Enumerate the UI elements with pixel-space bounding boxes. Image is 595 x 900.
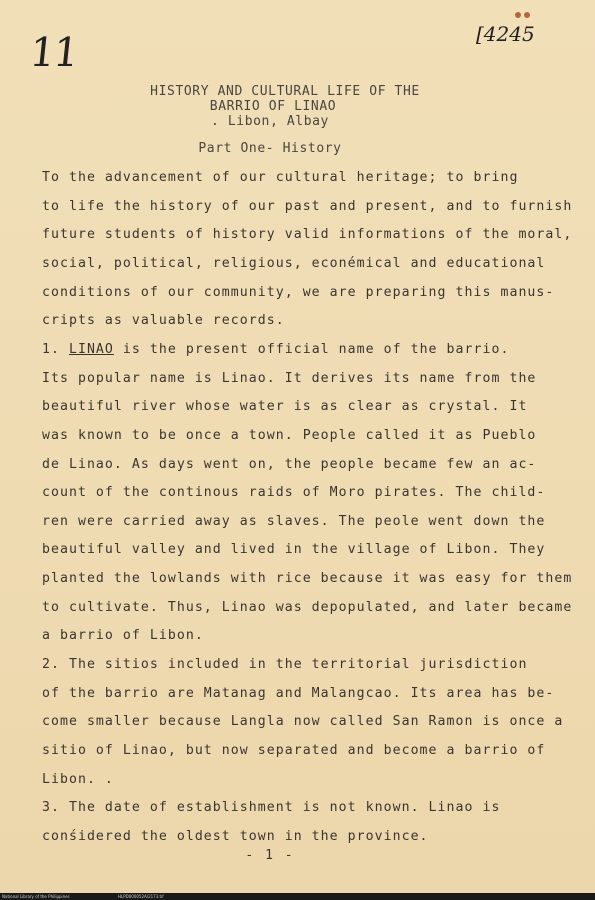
stain-dot: [515, 12, 521, 18]
title-line-1: HISTORY AND CULTURAL LIFE OF THE: [150, 84, 420, 99]
body-line: conśidered the oldest town in the province.: [42, 828, 429, 844]
body-line: count of the continous raids of Moro pirates. The child-: [42, 485, 546, 501]
body-line: to life the history of our past and present, and to furnish: [42, 198, 573, 214]
body-line: beautiful valley and lived in the village of Libon. They: [42, 542, 546, 558]
body-line: beautiful river whose water is as clear as crystal. It: [42, 399, 528, 415]
footer-source-label: National Library of the Philippines: [2, 894, 70, 899]
handwritten-page-mark: 11: [27, 30, 80, 76]
part-heading: Part One- History: [198, 141, 342, 156]
body-line: Libon. .: [42, 771, 114, 787]
page-number: - 1 -: [245, 848, 295, 863]
body-line: 1. LINAO is the present official name of the barrio.: [42, 341, 510, 357]
body-line: 2. The sitios included in the territorial jurisdiction: [42, 657, 528, 673]
body-line: ren were carried away as slaves. The peole went down the: [42, 513, 546, 529]
footer-file-label: HLPD000052A/2173.tif: [118, 894, 164, 899]
scan-footer-bar: [0, 893, 595, 900]
body-line: was known to be once a town. People called it as Pueblo: [42, 427, 537, 443]
body-line: de Linao. As days went on, the people became few an ac-: [42, 456, 537, 472]
body-line: come smaller because Langla now called San Ramon is once a: [42, 714, 564, 730]
body-line: social, political, religious, econémical and educational: [42, 255, 546, 271]
body-line: a barrio of Libon.: [42, 628, 204, 644]
body-line: conditions of our community, we are preparing this manus-: [42, 284, 555, 300]
body-line: to cultivate. Thus, Linao was depopulated, and later became: [42, 599, 573, 615]
barrio-name-underlined: LINAO: [68, 341, 114, 357]
title-line-3: . Libon, Albay: [211, 114, 329, 129]
body-line: future students of history valid informations of the moral,: [42, 227, 573, 243]
body-line: cripts as valuable records.: [42, 313, 285, 329]
body-line: Its popular name is Linao. It derives its name from the: [42, 370, 537, 386]
handwritten-reference-code: [4245: [476, 22, 535, 46]
body-line: planted the lowlands with rice because it was easy for them: [42, 571, 573, 587]
body-line: To the advancement of our cultural heritage; to bring: [42, 170, 519, 185]
body-line: 3. The date of establishment is not known. Linao is: [42, 800, 501, 816]
body-line: of the barrio are Matanag and Malangcao. Its area has be-: [42, 685, 555, 701]
stain-dot: [524, 12, 530, 18]
body-line: sitio of Linao, but now separated and become a barrio of: [42, 743, 546, 758]
title-line-2: BARRIO OF LINAO: [209, 99, 337, 114]
